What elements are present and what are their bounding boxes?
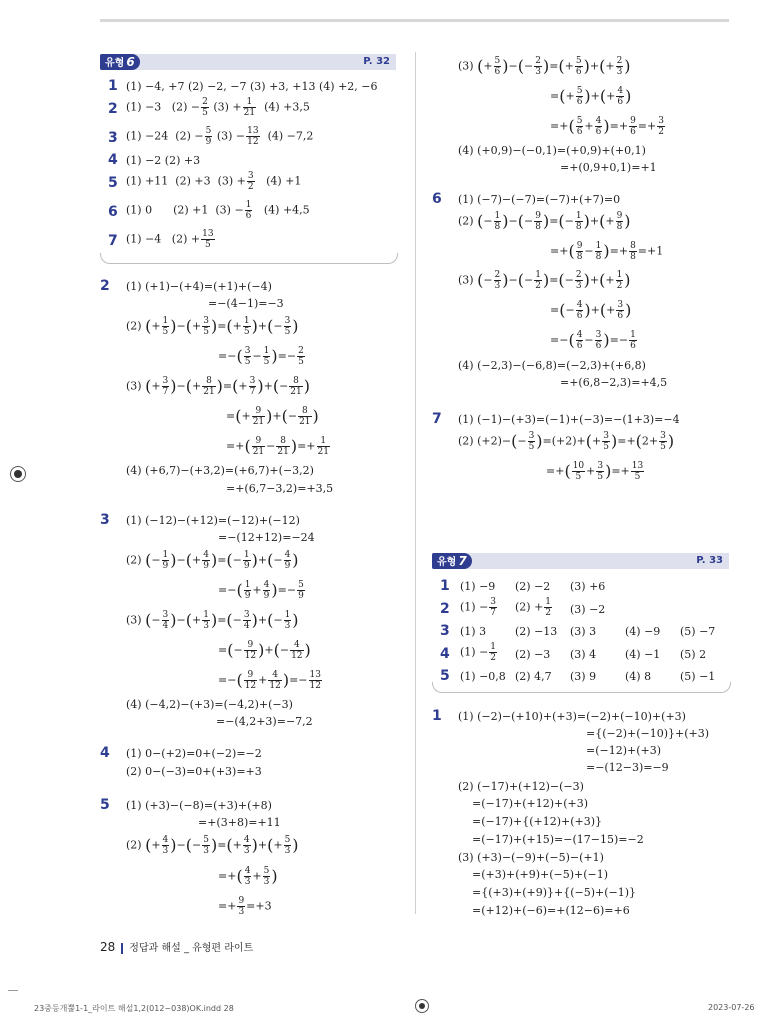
solution-line: =+( $\frac{4}{3}$ + $\frac{5}{3}$ ) (218, 866, 278, 887)
solution-line: (1) (−7)−(−7)=(−7)+(+7)=0 (458, 193, 621, 206)
solution-line: =−( $\frac{4}{6}$ − $\frac{3}{6}$ )=− $\frac{1}{6}$ (550, 330, 636, 351)
page-ref: P. 33 (696, 555, 723, 566)
answer-row: (1) −24 (2) − $\frac{5}{9}$ (3) − $\frac{13}{12}$ (4) −7,2 (126, 126, 314, 147)
solution-line: (4) (+6,7)−(+3,2)=(+6,7)+(−3,2) (126, 464, 314, 477)
problem-number: 6 (432, 191, 442, 207)
solution-line: (2) (−17)+(+12)−(−3) (458, 780, 584, 793)
answer-number: 5 (108, 175, 118, 191)
answer-number: 7 (108, 233, 118, 249)
problem-number: 3 (100, 512, 110, 528)
solution-line: =−( $\frac{9}{12}$ + $\frac{4}{12}$ )=− $\frac{13}{12}$ (218, 670, 321, 691)
solution-line: (4) (−2,3)−(−6,8)=(−2,3)+(+6,8) (458, 359, 646, 372)
answer-cell: (1) − $\frac{3}{7}$ (460, 597, 497, 618)
answer-number: 3 (440, 623, 450, 639)
problem-number: 5 (100, 797, 110, 813)
problem-number: 2 (100, 278, 110, 294)
solution-line: =+( $\frac{10}{5}$ + $\frac{3}{5}$ )=+ $\frac{13}{5}$ (546, 461, 644, 482)
solution-line: (1) (+3)−(−8)=(+3)+(+8) (126, 799, 272, 812)
answer-number: 2 (440, 601, 450, 617)
solution-line: (4) (−4,2)−(+3)=(−4,2)+(−3) (126, 698, 293, 711)
solution-line: =(+12)+(−6)=+(12−6)=+6 (472, 904, 630, 917)
answer-cell: (5) 2 (680, 648, 707, 661)
footer-divider (121, 943, 123, 954)
solution-line: ={(−2)+(−10)}+(+3) (586, 727, 710, 740)
solution-line: =+(6,7−3,2)=+3,5 (226, 482, 334, 495)
box-bracket (432, 682, 731, 693)
answer-cell: (1) − $\frac{1}{2}$ (460, 642, 497, 663)
solution-line: (4) (+0,9)−(−0,1)=(+0,9)+(+0,1) (458, 144, 646, 157)
answer-cell: (2) −13 (515, 625, 558, 638)
solution-line: (2) (− $\frac{1}{9}$ )−(+ $\frac{4}{9}$ )=(− $\frac{1}{9}$ )+(− $\frac{4}{9}$ ) (126, 550, 299, 571)
answer-cell: (4) 8 (625, 670, 652, 683)
solution-line: (1) 0−(+2)=0+(−2)=−2 (126, 747, 262, 760)
answer-cell: (3) +6 (570, 580, 606, 593)
section-header-type6 (100, 54, 396, 70)
answer-number: 5 (440, 668, 450, 684)
solution-line: =(− $\frac{4}{6}$ )+(+ $\frac{3}{6}$ ) (550, 300, 632, 321)
solution-line: =+( $\frac{5}{6}$ + $\frac{4}{6}$ )=+ $\frac{9}{6}$ =+ $\frac{3}{2}$ (550, 116, 664, 137)
problem-number: 4 (100, 745, 110, 761)
solution-line: =−(12+12)=−24 (218, 531, 315, 544)
solution-line: (2) (+2)−(− $\frac{3}{5}$ )=(+2)+(+ $\frac{3}{5}$ )=+(2+ $\frac{3}{5}$ ) (458, 431, 675, 452)
answer-cell: (5) −1 (680, 670, 716, 683)
solution-line: =(−12)+(+3) (586, 744, 662, 757)
solution-line: =+(0,9+0,1)=+1 (560, 161, 657, 174)
solution-line: =+( $\frac{9}{21}$ − $\frac{8}{21}$ )=+ $\frac{1}{21}$ (226, 436, 329, 457)
answer-number: 1 (108, 78, 118, 94)
footer-title: 정답과 해설 _ 유형편 라이트 (129, 943, 254, 954)
answer-cell: (3) −2 (570, 603, 606, 616)
solution-line: =(+ $\frac{9}{21}$ )+(− $\frac{8}{21}$ ) (226, 406, 319, 427)
solution-line: (1) (−12)−(+12)=(−12)+(−12) (126, 514, 300, 527)
answer-cell: (4) −9 (625, 625, 661, 638)
solution-line: (2) (+ $\frac{1}{5}$ )−(+ $\frac{3}{5}$ )=(+ $\frac{1}{5}$ )+(− $\frac{3}{5}$ ) (126, 316, 299, 337)
answer-cell: (4) −1 (625, 648, 661, 661)
answer-number: 1 (440, 578, 450, 594)
solution-line: =(+3)+(+9)+(−5)+(−1) (472, 868, 609, 881)
answer-cell: (1) −0,8 (460, 670, 506, 683)
solution-line: (2) (+ $\frac{4}{3}$ )−(− $\frac{5}{3}$ )=(+ $\frac{4}{3}$ )+(+ $\frac{5}{3}$ ) (126, 835, 299, 856)
solution-line: (2) 0−(−3)=0+(+3)=+3 (126, 765, 262, 778)
answer-row: (1) −2 (2) +3 (126, 154, 201, 167)
answer-cell: (3) 9 (570, 670, 597, 683)
answer-cell: (1) 3 (460, 625, 487, 638)
answer-row: (1) −4, +7 (2) −2, −7 (3) +3, +13 (4) +2, −6 (126, 80, 378, 93)
solution-line: =(−17)+(+15)=−(17−15)=−2 (472, 833, 644, 846)
solution-line: =(−17)+(+12)+(+3) (472, 797, 589, 810)
solution-line: =+ $\frac{9}{3}$ =+3 (218, 896, 272, 917)
solution-line: =+( $\frac{9}{8}$ − $\frac{1}{8}$ )=+ $\frac{8}{8}$ =+1 (550, 241, 664, 262)
answer-cell: (3) 3 (570, 625, 597, 638)
answer-number: 6 (108, 204, 118, 220)
column-divider (415, 52, 416, 914)
solution-line: =−( $\frac{1}{9}$ + $\frac{4}{9}$ )=− $\frac{5}{9}$ (218, 580, 304, 601)
solution-line: (3) (+ $\frac{3}{7}$ )−(+ $\frac{8}{21}$ )=(+ $\frac{3}{7}$ )+(− $\frac{8}{21}$ ) (126, 376, 310, 397)
registration-mark-icon (10, 466, 26, 482)
solution-line: =−( $\frac{3}{5}$ − $\frac{1}{5}$ )=− $\frac{2}{5}$ (218, 346, 304, 367)
answer-number: 2 (108, 101, 118, 117)
page-footer (100, 939, 253, 954)
solution-line: (3) (− $\frac{3}{4}$ )−(+ $\frac{1}{3}$ )=(− $\frac{3}{4}$ )+(− $\frac{1}{3}$ ) (126, 610, 299, 631)
solution-line: (1) (+1)−(+4)=(+1)+(−4) (126, 280, 272, 293)
page-number: 28 (100, 940, 116, 954)
page-ref: P. 32 (363, 56, 390, 67)
solution-line: =+(3+8)=+11 (198, 816, 281, 829)
problem-number: 1 (432, 708, 442, 724)
solution-line: =−(12−3)=−9 (586, 761, 669, 774)
solution-line: (3) (− $\frac{2}{3}$ )−(− $\frac{1}{2}$ )=(− $\frac{2}{3}$ )+(+ $\frac{1}{2}$ ) (458, 270, 631, 291)
answer-cell: (2) 4,7 (515, 670, 552, 683)
answer-cell: (2) −3 (515, 648, 551, 661)
slug-date: 2023-07-26 (708, 1003, 755, 1012)
crop-mark (8, 990, 18, 991)
solution-line: =−(4−1)=−3 (208, 297, 284, 310)
answer-number: 4 (440, 646, 450, 662)
answer-cell: (1) −9 (460, 580, 496, 593)
answer-cell: (2) −2 (515, 580, 551, 593)
solution-line: (3) (+ $\frac{5}{6}$ )−(− $\frac{2}{3}$ )=(+ $\frac{5}{6}$ )+(+ $\frac{2}{3}$ ) (458, 56, 631, 77)
answer-number: 4 (108, 152, 118, 168)
solution-line: =(+ $\frac{5}{6}$ )+(+ $\frac{4}{6}$ ) (550, 86, 632, 107)
solution-line: =(− $\frac{9}{12}$ )+(− $\frac{4}{12}$ ) (218, 640, 311, 661)
answer-row: (1) +11 (2) +3 (3) + $\frac{3}{2}$ (4) +1 (126, 171, 302, 192)
solution-line: =−(4,2+3)=−7,2 (216, 715, 313, 728)
problem-number: 7 (432, 411, 442, 427)
answer-row: (1) −3 (2) − $\frac{2}{5}$ (3) + $\frac{1}{21}$ (4) +3,5 (126, 97, 310, 118)
solution-line: =(−17)+{(+12)+(+3)} (472, 815, 603, 828)
answer-cell: (2) + $\frac{1}{2}$ (515, 597, 552, 618)
answer-row: (1) 0 (2) +1 (3) − $\frac{1}{6}$ (4) +4,5 (126, 200, 310, 221)
section-header-type7 (432, 553, 729, 569)
solution-line: (1) (−1)−(+3)=(−1)+(−3)=−(1+3)=−4 (458, 413, 680, 426)
top-rule (100, 19, 729, 22)
solution-line: =+(6,8−2,3)=+4,5 (560, 376, 668, 389)
type-badge: 유형 7 (432, 553, 472, 569)
answer-cell: (3) 4 (570, 648, 597, 661)
registration-mark-icon (415, 999, 429, 1013)
type-badge: 유형 6 (100, 54, 140, 70)
solution-line: (1) (−2)−(+10)+(+3)=(−2)+(−10)+(+3) (458, 710, 686, 723)
answer-cell: (5) −7 (680, 625, 716, 638)
solution-line: (3) (+3)−(−9)+(−5)−(+1) (458, 851, 604, 864)
box-bracket (100, 253, 398, 264)
answer-row: (1) −4 (2) + $\frac{13}{5}$ (126, 229, 214, 250)
slug-filename: 23중등개뿔1-1_라이트 해설1,2(012~038)OK.indd 28 (34, 1004, 234, 1013)
solution-line: ={(+3)+(+9)}+{(−5)+(−1)} (472, 886, 637, 899)
solution-line: (2) (− $\frac{1}{8}$ )−(− $\frac{9}{8}$ )=(− $\frac{1}{8}$ )+(+ $\frac{9}{8}$ ) (458, 211, 631, 232)
answer-number: 3 (108, 130, 118, 146)
